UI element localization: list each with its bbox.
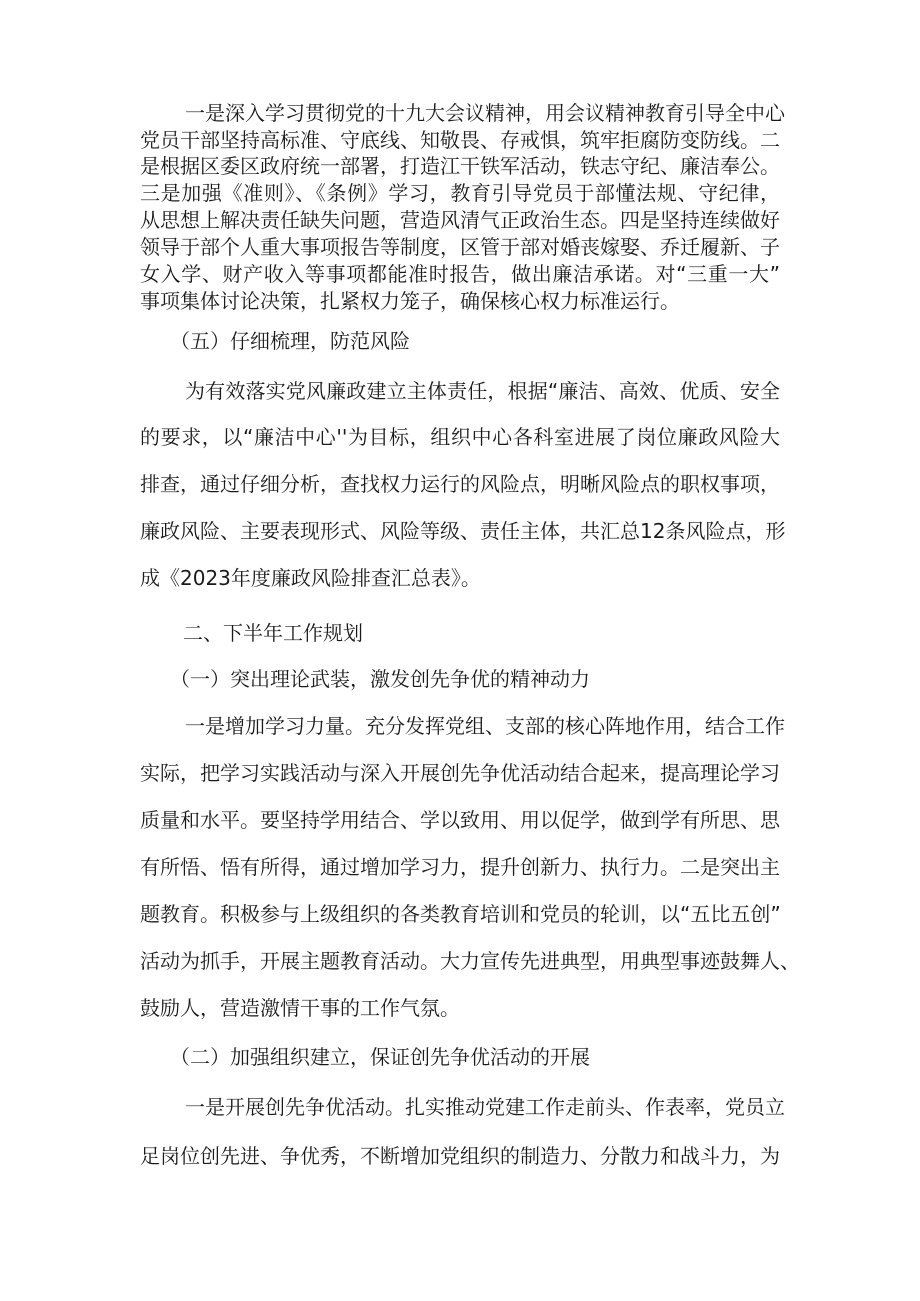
paragraph-1-line-4: 三是加强《准则》、《条例》学习，教育引导党员于部懂法规、守纪律， bbox=[140, 181, 780, 205]
section-heading-1: （一）突出理论武装，激发创先争优的精神动力 bbox=[170, 667, 590, 691]
paragraph-4-line-2: 足岗位创先进、争优秀，不断增加党组织的制造力、分散力和战斗力，为 bbox=[140, 1144, 780, 1168]
paragraph-2-line-5: 成《2023年度廉政风险排查汇总表》。 bbox=[140, 566, 481, 590]
chapter-heading-2: 二、下半年工作规划 bbox=[183, 621, 363, 645]
section-heading-5: （五）仔细梳理，防范风险 bbox=[170, 329, 410, 353]
paragraph-1-line-5: 从思想上解决责任缺失问题，营造风清气正政治生态。四是坚持连续做好 bbox=[140, 208, 780, 232]
paragraph-2-line-4: 廉政风险、主要表现形式、风险等级、责任主体，共汇总12条风险点，形 bbox=[140, 519, 786, 543]
paragraph-1-line-6: 领导于部个人重大事项报告等制度，区管于部对婚丧嫁娶、乔迁履新、子 bbox=[140, 235, 780, 259]
paragraph-1-line-3: 是根据区委区政府统一部署，打造江干铁军活动，铁志守纪、廉洁奉公。 bbox=[140, 154, 780, 178]
paragraph-3-line-1: 一是增加学习力量。充分发挥党组、支部的核心阵地作用，结合工作 bbox=[185, 714, 785, 738]
section-heading-2: （二）加强组织建立，保证创先争优活动的开展 bbox=[170, 1045, 590, 1069]
paragraph-1-line-7: 女入学、财产收入等事项都能准时报告，做出廉洁承诺。对“三重一大” bbox=[140, 262, 780, 286]
paragraph-3-line-2: 实际，把学习实践活动与深入开展创先争优活动结合起来，提高理论学习 bbox=[140, 761, 780, 785]
paragraph-3-line-6: 活动为抓手，开展主题教育活动。大力宣传先进典型，用典型事迹鼓舞人、 bbox=[140, 949, 800, 973]
paragraph-1-line-1: 一是深入学习贯彻党的十九大会议精神，用会议精神教育引导全中心 bbox=[185, 101, 785, 125]
paragraph-4-line-1: 一是开展创先争优活动。扎实推动党建工作走前头、作表率，党员立 bbox=[185, 1095, 785, 1119]
paragraph-3-line-5: 题教育。积极参与上级组织的各类教育培训和党员的轮训，以“五比五创” bbox=[140, 902, 781, 926]
paragraph-2-line-2: 的要求，以“廉洁中心''为目标，组织中心各科室进展了岗位廉政风险大 bbox=[140, 425, 780, 449]
paragraph-3-line-7: 鼓励人，营造激情干事的工作气氛。 bbox=[140, 996, 460, 1020]
paragraph-1-line-2: 党员干部坚持高标准、守底线、知敬畏、存戒惧，筑牢拒腐防变防线。二 bbox=[140, 128, 780, 152]
paragraph-1-line-8: 事项集体讨论决策，扎紧权力笼子，确保核心权力标准运行。 bbox=[140, 289, 680, 313]
paragraph-3-line-4: 有所悟、悟有所得，通过增加学习力，提升创新力、执行力。二是突出主 bbox=[140, 855, 780, 879]
paragraph-2-line-1: 为有效落实党风廉政建立主体责任，根据“廉洁、高效、优质、安全 bbox=[185, 379, 780, 403]
paragraph-3-line-3: 质量和水平。要坚持学用结合、学以致用、用以促学，做到学有所思、思 bbox=[140, 808, 780, 832]
paragraph-2-line-3: 排查，通过仔细分析，查找权力运行的风险点，明晰风险点的职权事项， bbox=[140, 472, 780, 496]
